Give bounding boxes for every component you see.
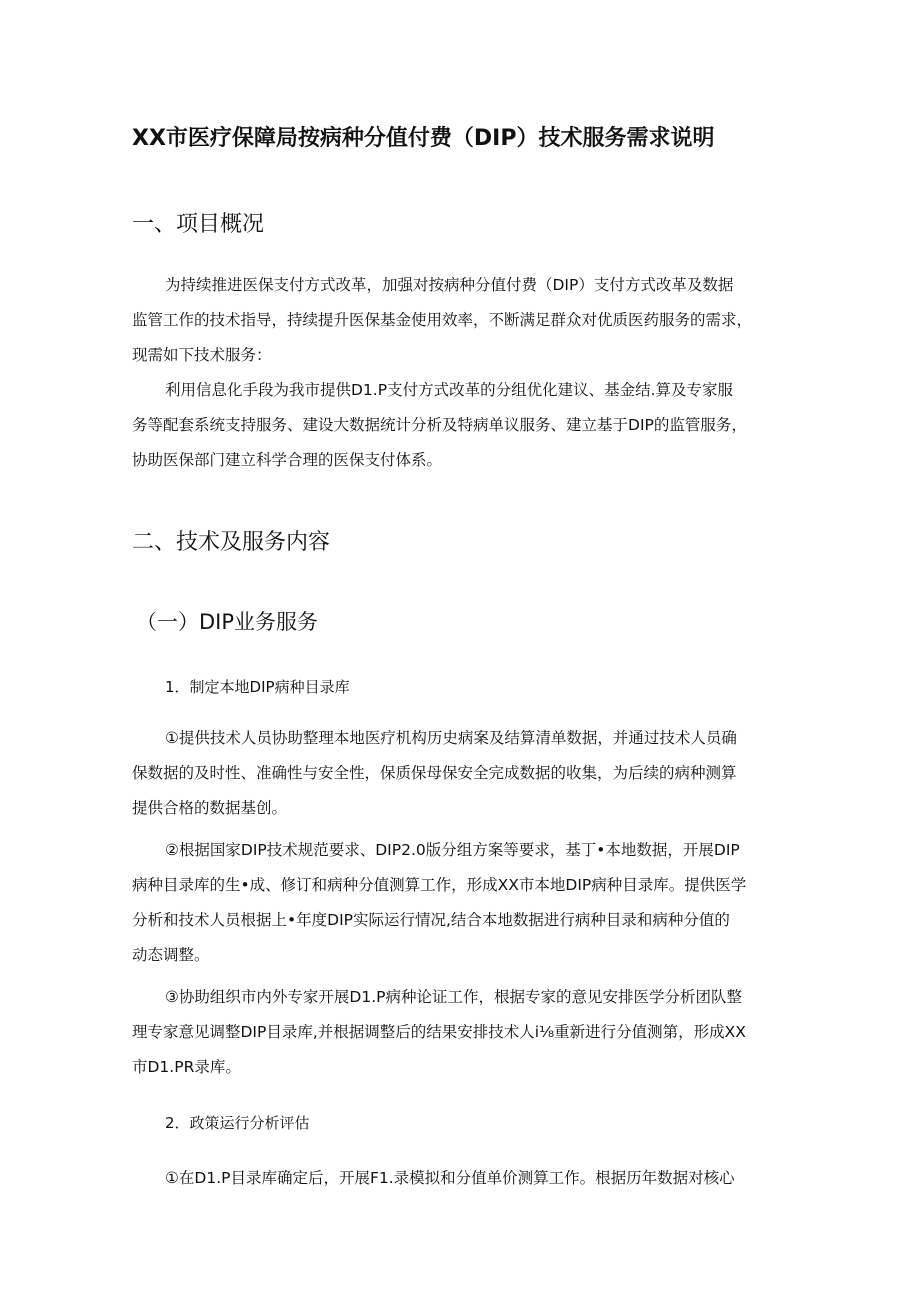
paragraph-line: ①提供技术人员协助整理本地医疗机构历史病案及结算清单数据，并通过技术人员确 bbox=[165, 729, 737, 747]
paragraph-line: 协助医保部门建立科学合理的医保支付体系。 bbox=[132, 451, 443, 469]
item-heading-1: 1．制定本地DIP病种目录库 bbox=[165, 678, 350, 696]
section-heading-overview: 一、项目概况 bbox=[132, 212, 265, 237]
paragraph-line: 动态调整。 bbox=[132, 946, 210, 964]
paragraph-line: 务等配套系统支持服务、建设大数据统计分析及特病单议服务、建立基于DIP的监管服务， bbox=[132, 416, 747, 434]
subsection-heading-dip: （一）DIP业务服务 bbox=[136, 610, 319, 634]
paragraph-line: 理专家意见调整DIP目录库,并根据调整后的结果安排技术人i⅛重新进行分值测第，形成XX bbox=[132, 1023, 746, 1041]
item-heading-2: 2．政策运行分析评估 bbox=[165, 1114, 310, 1132]
section-heading-services: 二、技术及服务内容 bbox=[132, 530, 331, 555]
paragraph-line: 分析和技术人员根据上•年度DIP实际运行情况,结合本地数据进行病种目录和病种分值的 bbox=[132, 911, 730, 929]
paragraph-line: 利用信息化手段为我市提供D1.P支付方式改革的分组优化建议、基金结.算及专家服 bbox=[165, 381, 734, 399]
paragraph-line: 现需如下技术服务： bbox=[132, 346, 272, 364]
paragraph-line: ②根据国家DIP技术规范要求、DIP2.0版分组方案等要求，基丁•本地数据，开展DIP bbox=[165, 841, 740, 859]
paragraph-line: ①在D1.P目录库确定后，开展F1.录模拟和分值单价测算工作。根据历年数据对核心 bbox=[165, 1169, 735, 1187]
paragraph-line: ③协助组织市内外专家开展D1.P病种论证工作，根据专家的意见安排医学分析团队整 bbox=[165, 988, 742, 1006]
document-title: XX市医疗保障局按病种分值付费（DIP）技术服务需求说明 bbox=[132, 126, 715, 151]
paragraph-line: 为持续推进医保支付方式改革，加强对按病种分值付费（DIP）支付方式改革及数据 bbox=[165, 276, 734, 294]
paragraph-line: 监管工作的技术指导，持续提升医保基金使用效率，不断满足群众对优质医药服务的需求， bbox=[132, 311, 753, 329]
paragraph-line: 病种目录库的生•成、修订和病种分值测算工作，形成XX市本地DIP病种目录库。提供医学 bbox=[132, 876, 747, 894]
paragraph-line: 提供合格的数据基创。 bbox=[132, 799, 288, 817]
paragraph-line: 保数据的及时性、准确性与安全性，保质保母保安全完成数据的收集，为后续的病种测算 bbox=[132, 764, 737, 782]
paragraph-line: 市D1.PR录库。 bbox=[132, 1058, 241, 1076]
